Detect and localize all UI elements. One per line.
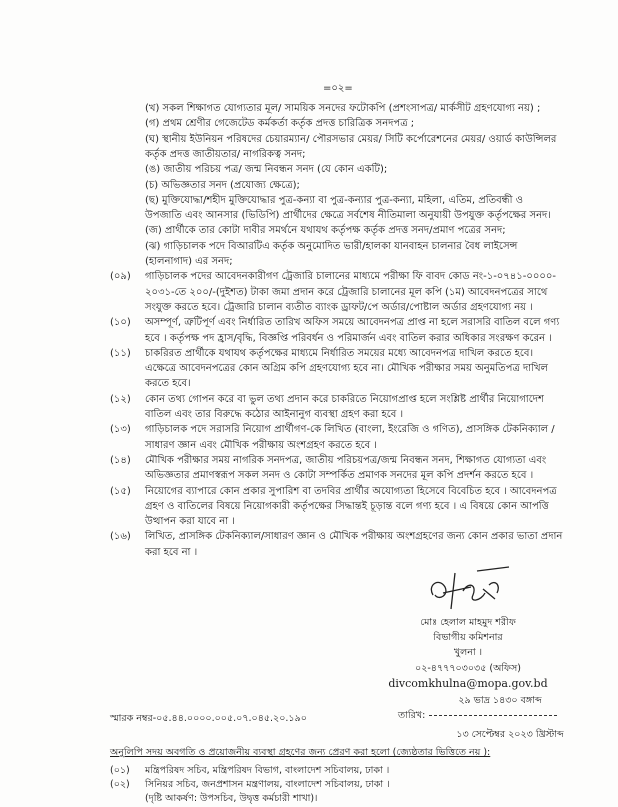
item-text-line: করতে হবে। [145,378,191,390]
date-dashed-line [429,715,557,716]
item-text-line: হবে । কর্তৃপক্ষ পদ হ্রাস/বৃদ্ধি, বিজ্ঞপ্তি পরিবর্ধন ও পরিমার্জন এবং বাতিল করার অধিকার সংরক্ষণ করেন । [145,332,552,344]
sub-item-line: উপজাতি এবং আনসার (ভিডিপি) প্রার্থীদের ক্ষেত্রে সর্বশেষ নীতিমালা অনুযায়ী উপযুক্ত কর্তৃপক্ষের সনদ। [145,210,551,222]
item-text-line: কোন তথ্য গোপন করে বা ভুল তথ্য প্রদান করে চাকরিতে নিয়োগপ্রাপ্ত হলে সংশ্লিষ্ট প্রার্থীর নিয়োগাদেশ [145,393,544,405]
item-text-line: লিখিত, প্রাসঙ্গিক টেকনিক্যাল/সাধারণ জ্ঞান ও মৌখিক পরীক্ষায় অংশগ্রহণের জন্য কোন প্রকার ভাতা প্রদান [145,531,563,543]
date-gregorian: ১৩ সেপ্টেম্বর ২০২৩ খ্রিস্টাব্দ [456,729,564,740]
copy-item-text: মন্ত্রিপরিষদ সচিব, মন্ত্রিপরিষদ বিভাগ, বাংলাদেশ সচিবালয়, ঢাকা । [145,765,390,776]
item-text-line: চাকরিরত প্রার্থীকে যথাযথ কর্তৃপক্ষের মাধ্যমে নির্ধারিত সময়ের মধ্যে আবেদনপত্র দাখিল করতে হবে। [145,347,534,359]
date-bangla: ২৯ ভাদ্র ১৪৩০ বঙ্গাব্দ [458,695,542,706]
sub-item-line: (ঙ) জাতীয় পরিচয় পত্র/ জন্ম নিবন্ধন সনদ (যে কোন একটি); [145,164,388,176]
memo-number: স্মারক নম্বর-০৫.৪৪.০০০০.০০৫.০৭.০৪৫.২০.১৯০ [110,713,307,724]
signatory-location: খুলনা । [453,647,483,658]
sub-item-line: কর্তৃক প্রদত্ত জাতীয়তার/ নাগরিকত্ব সনদ; [145,148,306,160]
item-number: (০৯) [110,271,131,283]
item-text-line: নিয়োগের ব্যাপারে কোন প্রকার সুপারিশ বা তদবির প্রার্থীর অযোগ্যতা হিসেবে বিবেচিত হবে । আবেদনপত্র [145,485,557,497]
copy-item-number: (০১) [110,765,130,776]
item-text-line: এক্ষেত্রে আবেদনপত্রের কোন অগ্রিম কপি গ্রহণযোগ্য হবে না। মৌখিক পরীক্ষার সময় অনুমতিপত্র দাখিল [145,363,549,375]
item-number: (১৪) [110,454,131,466]
item-text-line: অভিজ্ঞতার প্রমাণস্বরূপ সকল সনদ ও কোটা সম্পর্কিত প্রমাণক সনদের মূল কপি প্রদর্শন করতে হবে । [145,470,534,482]
item-text-line: ২০৩১-তে ২০০/-(দুইশত) টাকা জমা প্রদান করে ট্রেজারি চালানের মূল কপি (১ম) আবেদনপত্রের সাথে [145,286,548,298]
copy-item-number: (০২) [110,779,130,790]
signature [425,565,515,615]
item-text-line: গাড়িচালক পদে সরাসরি নিয়োগ প্রার্থীগণ-কে লিখিত (বাংলা, ইংরেজি ও গণিত), প্রাসঙ্গিক টেকনিক্যাল / [145,424,555,436]
sub-item-line: (ঘ) স্থানীয় ইউনিয়ন পরিষদের চেয়ারম্যান/ পৌরসভার মেয়র/ সিটি কর্পোরেশনের মেয়র/ ওয়ার্ড কাউন্সিলর [145,133,557,145]
copy-item-text: সিনিয়র সচিব, জনপ্রশাসন মন্ত্রণালয়, বাংলাদেশ সচিবালয়, ঢাকা । [145,779,390,790]
sub-item-line: (গ) প্রথম শ্রেণীর গেজেটেড কর্মকর্তা কর্তৃক প্রদত্ত চারিত্রিক সনদপত্র ; [145,118,415,130]
copy-heading: অনুলিপি সদয় অবগতি ও প্রয়োজনীয় ব্যবস্থা গ্রহণের জন্য প্রেরণ করা হলো (জ্যেষ্ঠতার ভিত্তিতে নয় ): [110,747,491,758]
sub-item-line: (ছ) মুক্তিযোদ্ধা/শহীদ মুক্তিযোদ্ধার পুত্র-কন্যা বা পুত্র-কন্যার পুত্র-কন্যা, মহিলা, এতিম, প্রতিবন্ধী ও [145,194,523,206]
sub-item-line: (জ) প্রার্থীকে তার কোটা দাবীর সমর্থনে যথাযথ কর্তৃপক্ষ কর্তৃক প্রদত্ত সনদ/প্রমাণ পত্রের সনদ; [145,225,506,237]
item-number: (১৩) [110,424,131,436]
item-number: (১৬) [110,531,131,543]
item-text-line: গাড়িচালক পদের আবেদনকারীগণ ট্রেজারি চালানের মাধ্যমে পরীক্ষা ফি বাবদ কোড নং-১-০৭৪১-০০০০- [145,271,557,283]
item-text-line: সংযুক্ত করতে হবে। ট্রেজারি চালান ব্যতীত ব্যাংক ড্রাফট/পে অর্ডার/পোষ্টাল অর্ডার গ্রহণযোগ্য নয় । [145,301,533,313]
item-number: (১২) [110,393,131,405]
sub-item-line: (ঝ) গাড়িচালক পদে বিআরটিএ কর্তৃক অনুমোদিত ভারী/হালকা যানবাহন চালনার বৈধ লাইসেন্স [145,240,518,252]
sub-item-line: (খ) সকল শিক্ষাগত যোগ্যতার মূল/ সাময়িক সনদের ফটোকপি (প্রশংসাপত্র/ মার্কসীট গ্রহণযোগ্য নয়) ; [145,103,541,114]
item-text-line: সাধারণ জ্ঞান এবং মৌখিক পরীক্ষায় অংশগ্রহণ করতে হবে । [145,439,377,451]
item-text-line: বাতিল এবং তার বিরুদ্ধে কঠোর আইনানুগ ব্যবস্থা গ্রহণ করা হবে । [145,409,404,420]
signatory-title: বিভাগীয় কমিশনার [433,632,503,643]
item-text-line: গ্রহণ ও বাতিলের বিষয়ে নিয়োগকারী কর্তৃপক্ষের সিদ্ধান্তই চূড়ান্ত বলে গণ্য হবে । এ বিষয়ে কোন আপত্তি [145,500,549,512]
page-number: =০২= [323,83,353,94]
item-number: (১১) [110,347,131,359]
item-number: (১০) [110,317,131,329]
date-label: তারিখ: [398,710,426,721]
sub-item-line: (হালনাগাদ) এর সনদ; [145,256,233,267]
date-field [398,709,557,724]
item-text-line: অসম্পূর্ণ, ত্রুটিপূর্ণ এবং নির্ধারিত তারিখ অফিস সময়ে আবেদনপত্র প্রাপ্ত না হলে সরাসরি বাতিল বলে গণ্য [145,317,560,329]
sub-item-line: (চ) অভিজ্ঞতার সনদ (প্রযোজ্য ক্ষেত্রে); [145,179,300,191]
signatory-email[interactable]: divcomkhulna@mopa.gov.bd [388,677,548,690]
item-text-line: উত্থাপন করা যাবে না । [145,516,235,528]
item-text-line: করা হবে না । [145,546,198,558]
item-number: (১৫) [110,485,131,497]
signatory-phone: ০২-৪৭৭৭০৩০৩৫ (অফিস) [415,663,521,674]
item-text-line: মৌখিক পরীক্ষার সময় নাগরিক সনদপত্র, জাতীয় পরিচয়পত্র/জন্ম নিবন্ধন সনদ, শিক্ষাগত যোগ্যতা এবং [145,454,547,466]
copy-note: (দৃষ্টি আকর্ষণ: উপসচিব, উদ্বৃত্ত কর্মচারী শাখা)। [145,793,318,804]
signatory-name: মোঃ হেলাল মাহমুদ শরীফ [420,617,516,628]
